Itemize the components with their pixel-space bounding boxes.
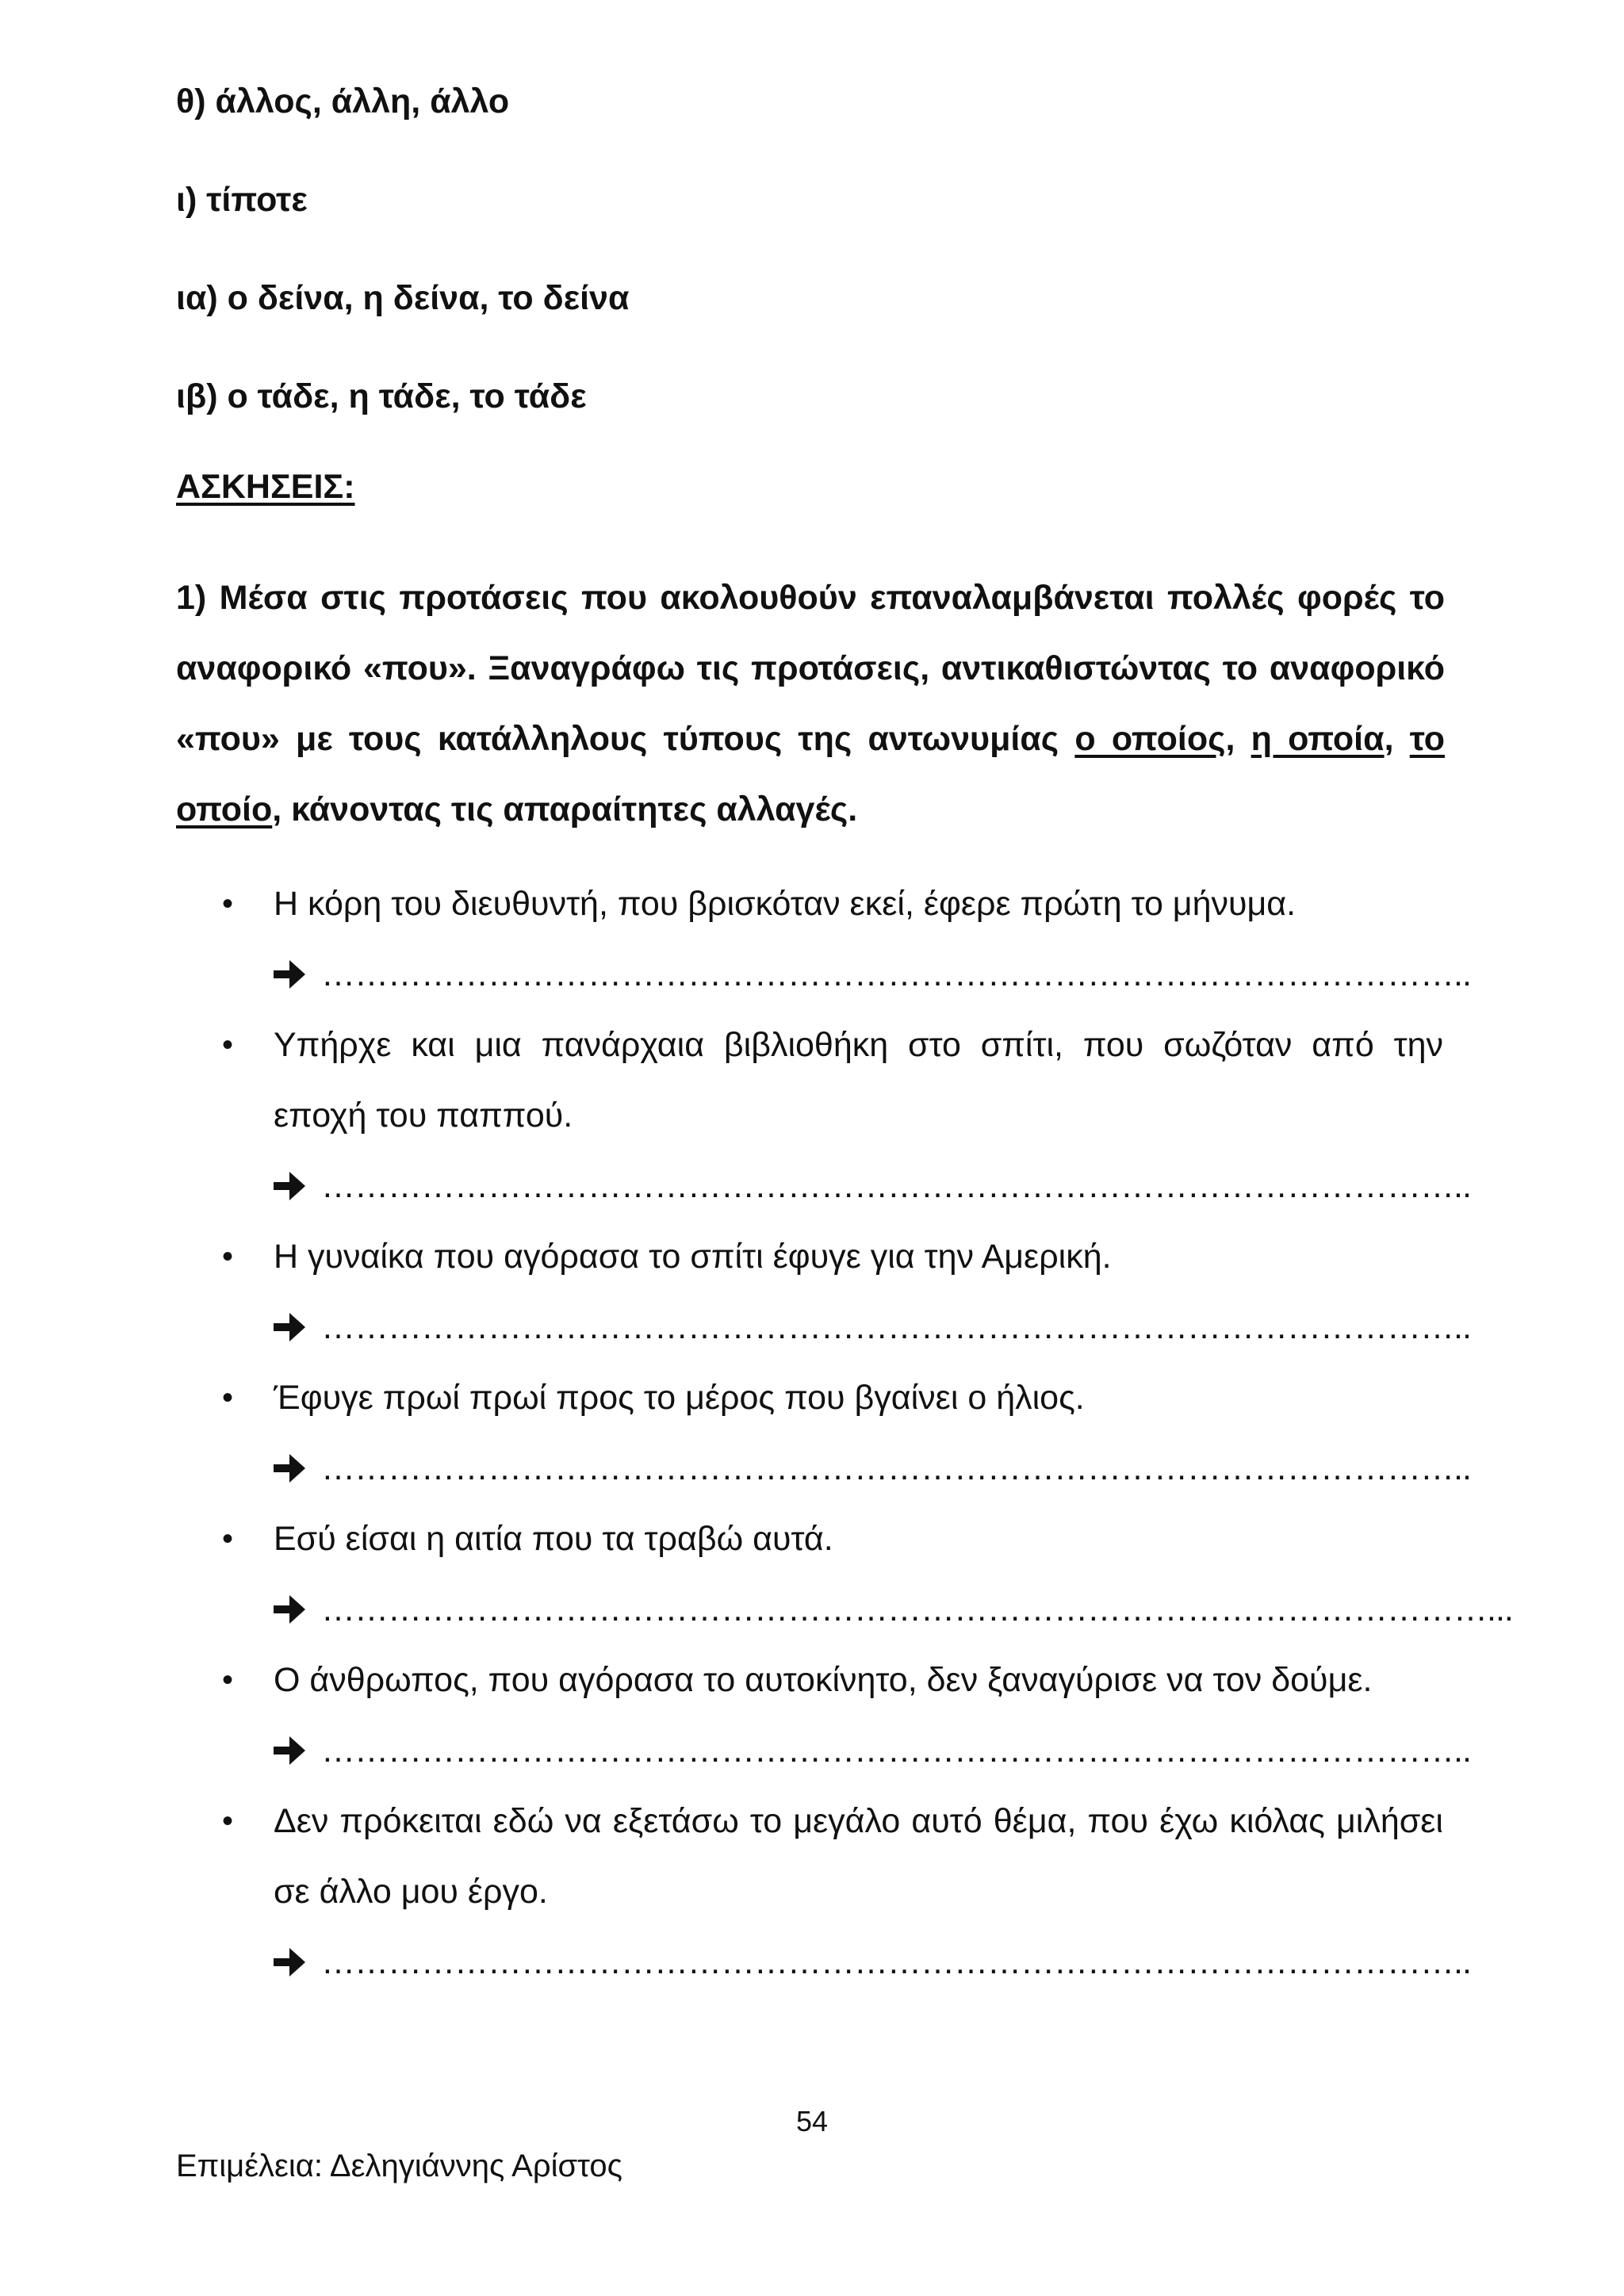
answer-blank[interactable]: ………………………………………………………………………………………….. xyxy=(321,1308,1471,1346)
right-arrow-icon xyxy=(274,1454,305,1483)
sentence-text: Ο άνθρωπος, που αγόρασα το αυτοκίνητο, δεν ξαναγύρισε να τον δούμε. xyxy=(274,1661,1373,1699)
answer-blank[interactable]: ……………………………………………………………………………………………... xyxy=(321,1590,1513,1628)
sentence-text: Η κόρη του διευθυντή, που βρισκόταν εκεί, έφερε πρώτη το μήνυμα. xyxy=(274,885,1297,923)
answer-blank[interactable]: ………………………………………………………………………………………….. xyxy=(321,1449,1471,1487)
sentence-text: Δεν πρόκειται εδώ να εξετάσω το μεγάλο αυτό θέμα, που έχω κιόλας μιλήσει σε άλλο μου έργο. xyxy=(274,1802,1443,1911)
bullet-icon: • xyxy=(222,1380,234,1415)
bullet-icon: • xyxy=(222,886,234,921)
list-item xyxy=(0,1010,1624,1151)
sentence-text: Εσύ είσαι η αιτία που τα τραβώ αυτά. xyxy=(274,1520,833,1558)
bullet-icon: • xyxy=(222,1027,234,1062)
answer-blank[interactable]: ………………………………………………………………………………………….. xyxy=(321,955,1471,993)
right-arrow-icon xyxy=(274,1313,305,1341)
list-item xyxy=(0,1222,1624,1292)
right-arrow-icon xyxy=(274,1948,305,1976)
instructions-intro: 1) Μέσα στις προτάσεις που ακολουθούν επαναλαμβάνεται πολλές φορές το αναφορικό «που». Ξαναγράφω τις προτάσεις, αντικαθιστώντας το αναφορικό «που» με τους κατάλληλους τύπους της αντωνυμίας xyxy=(176,579,1445,758)
instructions-outro: , κάνοντας τις απαραίτητες αλλαγές. xyxy=(272,790,858,828)
sentence-text: Υπήρχε και μια πανάρχαια βιβλιοθήκη στο σπίτι, που σωζόταν από την εποχή του παππού. xyxy=(274,1026,1443,1135)
list-item xyxy=(0,1504,1624,1575)
answer-line[interactable] xyxy=(0,1292,1624,1363)
pronoun-item-iota-alpha: ια) ο δείνα, η δείνα, το δείνα xyxy=(176,279,630,317)
pronoun-item-theta: θ) άλλος, άλλη, άλλο xyxy=(176,82,510,121)
right-arrow-icon xyxy=(274,1172,305,1200)
list-item xyxy=(0,1786,1624,1927)
answer-blank[interactable]: ………………………………………………………………………………………….. xyxy=(321,1943,1471,1981)
exercise-sentence-list xyxy=(0,869,1624,1998)
separator-2: , xyxy=(1384,720,1410,758)
right-arrow-icon xyxy=(274,1736,305,1765)
answer-line[interactable] xyxy=(0,1575,1624,1645)
answer-line[interactable] xyxy=(0,939,1624,1010)
right-arrow-icon xyxy=(274,960,305,989)
form-neuter: το οποίο xyxy=(176,720,1445,828)
answer-line[interactable] xyxy=(0,1716,1624,1786)
sentence-text: Έφυγε πρωί πρωί προς το μέρος που βγαίνει ο ήλιος. xyxy=(274,1379,1085,1417)
list-item xyxy=(0,1363,1624,1433)
form-masculine: ο οποίος xyxy=(1074,720,1226,758)
exercises-heading: ΑΣΚΗΣΕΙΣ: xyxy=(176,468,355,506)
answer-line[interactable] xyxy=(0,1927,1624,1998)
page-number: 54 xyxy=(795,2105,829,2137)
right-arrow-icon xyxy=(274,1595,305,1624)
list-item xyxy=(0,869,1624,939)
exercise-instructions xyxy=(176,563,1445,845)
list-item xyxy=(0,1645,1624,1716)
answer-blank[interactable]: ………………………………………………………………………………………….. xyxy=(321,1167,1471,1205)
bullet-icon: • xyxy=(222,1521,234,1556)
pronoun-item-iota: ι) τίποτε xyxy=(176,181,308,219)
answer-blank[interactable]: ………………………………………………………………………………………….. xyxy=(321,1732,1471,1770)
bullet-icon: • xyxy=(222,1804,234,1839)
bullet-icon: • xyxy=(222,1663,234,1697)
answer-line[interactable] xyxy=(0,1151,1624,1222)
answer-line[interactable] xyxy=(0,1433,1624,1504)
bullet-icon: • xyxy=(222,1239,234,1274)
footer-credit: Επιμέλεια: Δεληγιάννης Αρίστος xyxy=(176,2149,622,2183)
sentence-text: Η γυναίκα που αγόρασα το σπίτι έφυγε για την Αμερική. xyxy=(274,1238,1112,1276)
pronoun-item-iota-beta: ιβ) ο τάδε, η τάδε, το τάδε xyxy=(176,377,587,415)
form-feminine: η οποία xyxy=(1251,720,1385,758)
separator-1: , xyxy=(1225,720,1251,758)
